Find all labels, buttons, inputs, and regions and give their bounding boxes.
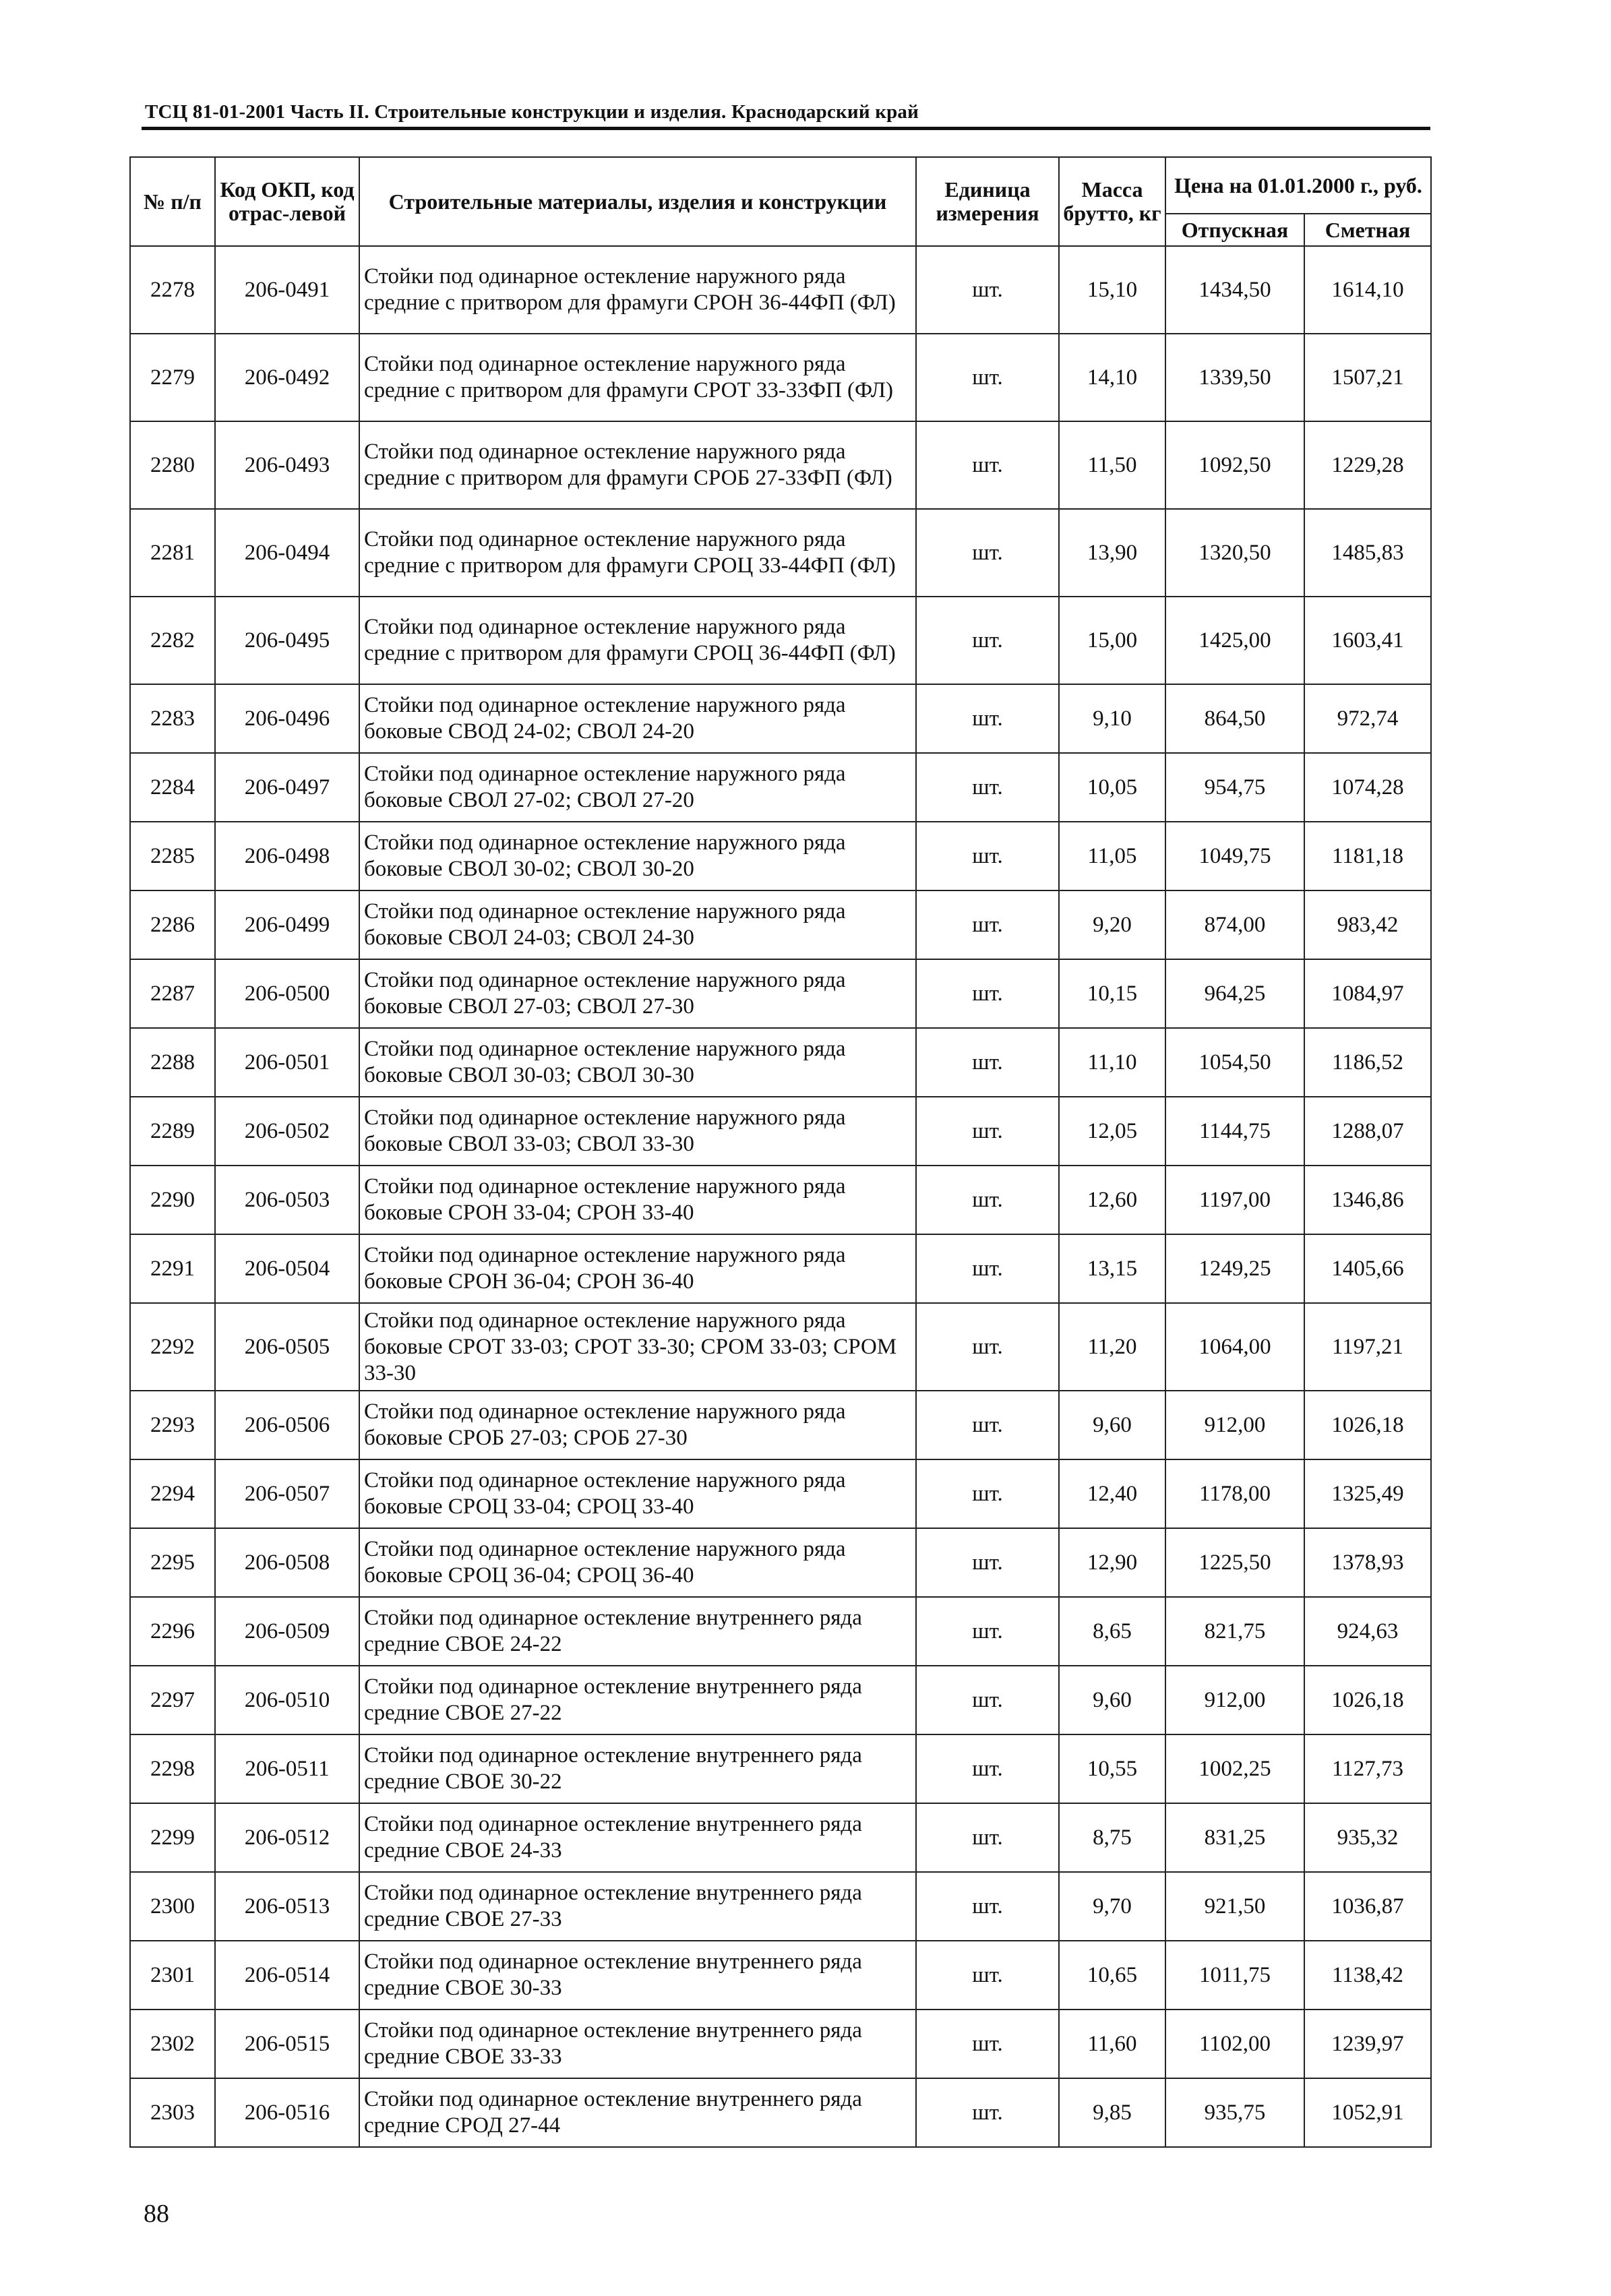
okp-code: 206-0502	[215, 1097, 359, 1166]
table-row	[130, 334, 1431, 421]
row-number: 2293	[130, 1391, 215, 1459]
table-row	[130, 1028, 1431, 1097]
release-price: 1054,50	[1165, 1028, 1304, 1097]
unit: шт.	[916, 684, 1059, 753]
material-name: Стойки под одинарное остекление наружного ряда боковые СВОЛ 30-02; СВОЛ 30-20	[359, 822, 916, 890]
table-row	[130, 597, 1431, 684]
estimate-price: 1325,49	[1304, 1459, 1431, 1528]
col-header-unit: Единица измерения	[916, 157, 1059, 246]
row-number: 2288	[130, 1028, 215, 1097]
material-name: Стойки под одинарное остекление наружного ряда средние с притвором для фрамуги СРОЦ 36-44ФП (ФЛ)	[359, 597, 916, 684]
row-number: 2289	[130, 1097, 215, 1166]
gross-mass: 10,65	[1059, 1941, 1165, 2010]
col-header-code: Код ОКП, код отрас-левой	[215, 157, 359, 246]
row-number: 2286	[130, 890, 215, 959]
gross-mass: 14,10	[1059, 334, 1165, 421]
estimate-price: 1026,18	[1304, 1391, 1431, 1459]
estimate-price: 1127,73	[1304, 1734, 1431, 1803]
release-price: 1144,75	[1165, 1097, 1304, 1166]
unit: шт.	[916, 1734, 1059, 1803]
okp-code: 206-0494	[215, 509, 359, 597]
unit: шт.	[916, 1666, 1059, 1734]
okp-code: 206-0505	[215, 1303, 359, 1391]
row-number: 2301	[130, 1941, 215, 2010]
release-price: 874,00	[1165, 890, 1304, 959]
table-row	[130, 1391, 1431, 1459]
unit: шт.	[916, 334, 1059, 421]
row-number: 2281	[130, 509, 215, 597]
estimate-price: 935,32	[1304, 1803, 1431, 1872]
gross-mass: 9,70	[1059, 1872, 1165, 1941]
table-row	[130, 2010, 1431, 2078]
okp-code: 206-0511	[215, 1734, 359, 1803]
release-price: 1092,50	[1165, 421, 1304, 509]
row-number: 2285	[130, 822, 215, 890]
release-price: 1002,25	[1165, 1734, 1304, 1803]
page-header-title: ТСЦ 81-01-2001 Часть II. Строительные конструкции и изделия. Краснодарский край	[145, 101, 919, 123]
page-number: 88	[144, 2200, 169, 2228]
unit: шт.	[916, 822, 1059, 890]
estimate-price: 924,63	[1304, 1597, 1431, 1666]
okp-code: 206-0508	[215, 1528, 359, 1597]
col-header-price-group: Цена на 01.01.2000 г., руб.	[1165, 157, 1431, 214]
okp-code: 206-0503	[215, 1166, 359, 1234]
estimate-price: 1036,87	[1304, 1872, 1431, 1941]
estimate-price: 1239,97	[1304, 2010, 1431, 2078]
gross-mass: 11,05	[1059, 822, 1165, 890]
table-row	[130, 1597, 1431, 1666]
okp-code: 206-0500	[215, 959, 359, 1028]
row-number: 2279	[130, 334, 215, 421]
table-row	[130, 1734, 1431, 1803]
unit: шт.	[916, 1234, 1059, 1303]
table-row	[130, 2078, 1431, 2147]
release-price: 1339,50	[1165, 334, 1304, 421]
release-price: 1320,50	[1165, 509, 1304, 597]
row-number: 2283	[130, 684, 215, 753]
table-row	[130, 246, 1431, 334]
estimate-price: 1186,52	[1304, 1028, 1431, 1097]
okp-code: 206-0491	[215, 246, 359, 334]
release-price: 964,25	[1165, 959, 1304, 1028]
okp-code: 206-0512	[215, 1803, 359, 1872]
row-number: 2280	[130, 421, 215, 509]
gross-mass: 9,60	[1059, 1666, 1165, 1734]
material-name: Стойки под одинарное остекление наружного ряда боковые СВОЛ 30-03; СВОЛ 30-30	[359, 1028, 916, 1097]
okp-code: 206-0498	[215, 822, 359, 890]
row-number: 2294	[130, 1459, 215, 1528]
okp-code: 206-0504	[215, 1234, 359, 1303]
okp-code: 206-0515	[215, 2010, 359, 2078]
unit: шт.	[916, 1872, 1059, 1941]
release-price: 921,50	[1165, 1872, 1304, 1941]
row-number: 2302	[130, 2010, 215, 2078]
row-number: 2284	[130, 753, 215, 822]
unit: шт.	[916, 1803, 1059, 1872]
row-number: 2303	[130, 2078, 215, 2147]
release-price: 1434,50	[1165, 246, 1304, 334]
gross-mass: 13,90	[1059, 509, 1165, 597]
gross-mass: 9,85	[1059, 2078, 1165, 2147]
unit: шт.	[916, 1097, 1059, 1166]
estimate-price: 1052,91	[1304, 2078, 1431, 2147]
estimate-price: 1197,21	[1304, 1303, 1431, 1391]
unit: шт.	[916, 2078, 1059, 2147]
table-row	[130, 1459, 1431, 1528]
material-name: Стойки под одинарное остекление наружного ряда средние с притвором для фрамуги СРОН 36-44ФП (ФЛ)	[359, 246, 916, 334]
material-name: Стойки под одинарное остекление наружного ряда боковые СВОЛ 33-03; СВОЛ 33-30	[359, 1097, 916, 1166]
unit: шт.	[916, 1941, 1059, 2010]
col-header-mass: Масса брутто, кг	[1059, 157, 1165, 246]
table-row	[130, 1234, 1431, 1303]
estimate-price: 1084,97	[1304, 959, 1431, 1028]
okp-code: 206-0509	[215, 1597, 359, 1666]
release-price: 831,25	[1165, 1803, 1304, 1872]
estimate-price: 1614,10	[1304, 246, 1431, 334]
unit: шт.	[916, 890, 1059, 959]
gross-mass: 10,55	[1059, 1734, 1165, 1803]
table-row	[130, 1803, 1431, 1872]
table-row	[130, 1097, 1431, 1166]
estimate-price: 1181,18	[1304, 822, 1431, 890]
release-price: 1049,75	[1165, 822, 1304, 890]
unit: шт.	[916, 1303, 1059, 1391]
unit: шт.	[916, 421, 1059, 509]
estimate-price: 1485,83	[1304, 509, 1431, 597]
gross-mass: 11,10	[1059, 1028, 1165, 1097]
row-number: 2287	[130, 959, 215, 1028]
release-price: 864,50	[1165, 684, 1304, 753]
gross-mass: 9,10	[1059, 684, 1165, 753]
estimate-price: 1074,28	[1304, 753, 1431, 822]
release-price: 1197,00	[1165, 1166, 1304, 1234]
gross-mass: 11,50	[1059, 421, 1165, 509]
gross-mass: 12,90	[1059, 1528, 1165, 1597]
row-number: 2296	[130, 1597, 215, 1666]
material-name: Стойки под одинарное остекление внутреннего ряда средние СВОЕ 33-33	[359, 2010, 916, 2078]
unit: шт.	[916, 2010, 1059, 2078]
table-row	[130, 822, 1431, 890]
gross-mass: 8,75	[1059, 1803, 1165, 1872]
unit: шт.	[916, 1028, 1059, 1097]
material-name: Стойки под одинарное остекление наружного ряда боковые СРОН 36-04; СРОН 36-40	[359, 1234, 916, 1303]
release-price: 912,00	[1165, 1391, 1304, 1459]
material-name: Стойки под одинарное остекление наружного ряда боковые СВОД 24-02; СВОЛ 24-20	[359, 684, 916, 753]
okp-code: 206-0513	[215, 1872, 359, 1941]
material-name: Стойки под одинарное остекление внутреннего ряда средние СВОЕ 27-33	[359, 1872, 916, 1941]
gross-mass: 15,00	[1059, 597, 1165, 684]
table-row	[130, 1303, 1431, 1391]
material-name: Стойки под одинарное остекление внутреннего ряда средние СВОЕ 30-22	[359, 1734, 916, 1803]
material-name: Стойки под одинарное остекление внутреннего ряда средние СВОЕ 24-22	[359, 1597, 916, 1666]
okp-code: 206-0516	[215, 2078, 359, 2147]
row-number: 2299	[130, 1803, 215, 1872]
row-number: 2300	[130, 1872, 215, 1941]
unit: шт.	[916, 597, 1059, 684]
okp-code: 206-0501	[215, 1028, 359, 1097]
release-price: 912,00	[1165, 1666, 1304, 1734]
estimate-price: 1229,28	[1304, 421, 1431, 509]
okp-code: 206-0514	[215, 1941, 359, 2010]
material-name: Стойки под одинарное остекление наружного ряда боковые СРОЦ 36-04; СРОЦ 36-40	[359, 1528, 916, 1597]
okp-code: 206-0496	[215, 684, 359, 753]
row-number: 2292	[130, 1303, 215, 1391]
material-name: Стойки под одинарное остекление наружного ряда боковые СРОБ 27-03; СРОБ 27-30	[359, 1391, 916, 1459]
unit: шт.	[916, 1391, 1059, 1459]
col-header-name: Строительные материалы, изделия и конструкции	[359, 157, 916, 246]
okp-code: 206-0497	[215, 753, 359, 822]
header-divider	[142, 127, 1430, 130]
material-name: Стойки под одинарное остекление наружного ряда боковые СВОЛ 24-03; СВОЛ 24-30	[359, 890, 916, 959]
release-price: 1102,00	[1165, 2010, 1304, 2078]
gross-mass: 10,15	[1059, 959, 1165, 1028]
table-body	[130, 246, 1431, 2147]
estimate-price: 1405,66	[1304, 1234, 1431, 1303]
table-row	[130, 684, 1431, 753]
table-row	[130, 509, 1431, 597]
row-number: 2282	[130, 597, 215, 684]
table-row	[130, 890, 1431, 959]
row-number: 2290	[130, 1166, 215, 1234]
material-name: Стойки под одинарное остекление внутреннего ряда средние СВОЕ 27-22	[359, 1666, 916, 1734]
material-name: Стойки под одинарное остекление внутреннего ряда средние СВОЕ 30-33	[359, 1941, 916, 2010]
estimate-price: 1603,41	[1304, 597, 1431, 684]
release-price: 954,75	[1165, 753, 1304, 822]
unit: шт.	[916, 1597, 1059, 1666]
release-price: 1178,00	[1165, 1459, 1304, 1528]
gross-mass: 15,10	[1059, 246, 1165, 334]
okp-code: 206-0510	[215, 1666, 359, 1734]
row-number: 2295	[130, 1528, 215, 1597]
material-name: Стойки под одинарное остекление наружного ряда средние с притвором для фрамуги СРОТ 33-33ФП (ФЛ)	[359, 334, 916, 421]
unit: шт.	[916, 753, 1059, 822]
estimate-price: 1378,93	[1304, 1528, 1431, 1597]
material-name: Стойки под одинарное остекление наружного ряда боковые СВОЛ 27-02; СВОЛ 27-20	[359, 753, 916, 822]
unit: шт.	[916, 1166, 1059, 1234]
gross-mass: 11,60	[1059, 2010, 1165, 2078]
gross-mass: 11,20	[1059, 1303, 1165, 1391]
table-row	[130, 1528, 1431, 1597]
material-name: Стойки под одинарное остекление наружного ряда средние с притвором для фрамуги СРОЦ 33-44ФП (ФЛ)	[359, 509, 916, 597]
row-number: 2298	[130, 1734, 215, 1803]
gross-mass: 12,60	[1059, 1166, 1165, 1234]
material-name: Стойки под одинарное остекление наружного ряда боковые СРОЦ 33-04; СРОЦ 33-40	[359, 1459, 916, 1528]
table-row	[130, 753, 1431, 822]
estimate-price: 1507,21	[1304, 334, 1431, 421]
col-header-num: № п/п	[130, 157, 215, 246]
material-name: Стойки под одинарное остекление внутреннего ряда средние СВОЕ 24-33	[359, 1803, 916, 1872]
estimate-price: 1138,42	[1304, 1941, 1431, 2010]
table-row	[130, 1166, 1431, 1234]
table-row	[130, 1941, 1431, 2010]
price-table	[129, 156, 1432, 2148]
material-name: Стойки под одинарное остекление наружного ряда боковые СРОТ 33-03; СРОТ 33-30; СРОМ 33-03; СРОМ 33-30	[359, 1303, 916, 1391]
col-header-price-release: Отпускная	[1165, 214, 1304, 246]
estimate-price: 972,74	[1304, 684, 1431, 753]
release-price: 1225,50	[1165, 1528, 1304, 1597]
table-row	[130, 421, 1431, 509]
table-row	[130, 1666, 1431, 1734]
release-price: 935,75	[1165, 2078, 1304, 2147]
unit: шт.	[916, 1459, 1059, 1528]
estimate-price: 983,42	[1304, 890, 1431, 959]
estimate-price: 1346,86	[1304, 1166, 1431, 1234]
release-price: 1011,75	[1165, 1941, 1304, 2010]
gross-mass: 8,65	[1059, 1597, 1165, 1666]
okp-code: 206-0492	[215, 334, 359, 421]
release-price: 821,75	[1165, 1597, 1304, 1666]
gross-mass: 10,05	[1059, 753, 1165, 822]
release-price: 1425,00	[1165, 597, 1304, 684]
estimate-price: 1288,07	[1304, 1097, 1431, 1166]
okp-code: 206-0493	[215, 421, 359, 509]
gross-mass: 9,60	[1059, 1391, 1165, 1459]
material-name: Стойки под одинарное остекление наружного ряда средние с притвором для фрамуги СРОБ 27-33ФП (ФЛ)	[359, 421, 916, 509]
okp-code: 206-0495	[215, 597, 359, 684]
okp-code: 206-0499	[215, 890, 359, 959]
estimate-price: 1026,18	[1304, 1666, 1431, 1734]
release-price: 1249,25	[1165, 1234, 1304, 1303]
unit: шт.	[916, 959, 1059, 1028]
gross-mass: 9,20	[1059, 890, 1165, 959]
release-price: 1064,00	[1165, 1303, 1304, 1391]
material-name: Стойки под одинарное остекление наружного ряда боковые СРОН 33-04; СРОН 33-40	[359, 1166, 916, 1234]
row-number: 2291	[130, 1234, 215, 1303]
material-name: Стойки под одинарное остекление наружного ряда боковые СВОЛ 27-03; СВОЛ 27-30	[359, 959, 916, 1028]
gross-mass: 13,15	[1059, 1234, 1165, 1303]
table-row	[130, 959, 1431, 1028]
table-row	[130, 1872, 1431, 1941]
col-header-price-estimate: Сметная	[1304, 214, 1431, 246]
gross-mass: 12,40	[1059, 1459, 1165, 1528]
unit: шт.	[916, 246, 1059, 334]
row-number: 2297	[130, 1666, 215, 1734]
unit: шт.	[916, 1528, 1059, 1597]
okp-code: 206-0507	[215, 1459, 359, 1528]
gross-mass: 12,05	[1059, 1097, 1165, 1166]
okp-code: 206-0506	[215, 1391, 359, 1459]
unit: шт.	[916, 509, 1059, 597]
material-name: Стойки под одинарное остекление внутреннего ряда средние СРОД 27-44	[359, 2078, 916, 2147]
row-number: 2278	[130, 246, 215, 334]
